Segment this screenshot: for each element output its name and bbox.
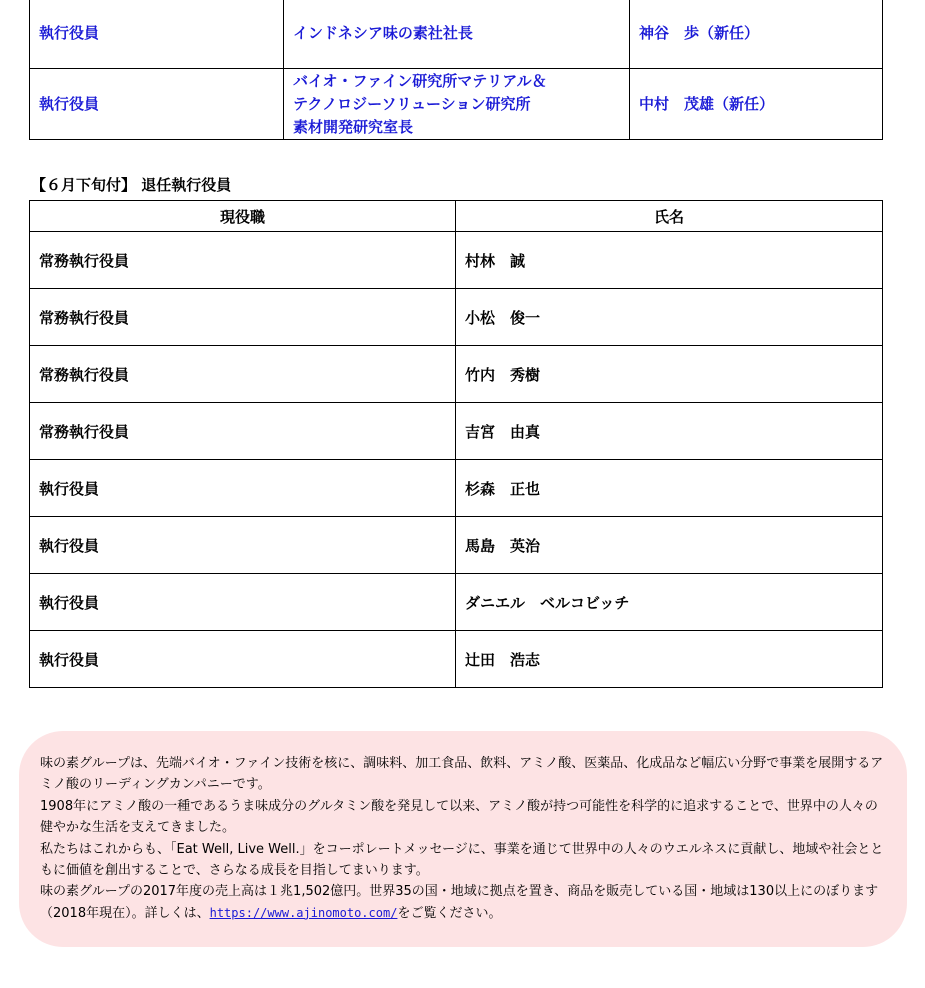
retiring-section-heading: 【６月下旬付】 退任執行役員 [31, 176, 232, 194]
retiring-position: 常務執行役員 [30, 232, 456, 289]
retiring-position: 執行役員 [30, 517, 456, 574]
retiring-name: 吉宮 由真 [456, 403, 883, 460]
retiring-position: 常務執行役員 [30, 346, 456, 403]
retiring-position: 常務執行役員 [30, 403, 456, 460]
appointment-name: 神谷 歩（新任） [630, 0, 883, 69]
retiring-position: 執行役員 [30, 574, 456, 631]
about-text: をご覧ください。 [397, 905, 502, 921]
appointment-name: 中村 茂雄（新任） [630, 69, 883, 140]
table-row [30, 403, 883, 460]
about-paragraph: 味の素グループは、先端バイオ・ファイン技術を核に、調味料、加工食品、飲料、アミノ酸、医薬品、化成品など幅広い分野で事業を展開するアミノ酸のリーディングカンパニーです。 [40, 756, 884, 793]
retiring-name: 竹内 秀樹 [456, 346, 883, 403]
table-row [30, 0, 883, 69]
table-header-row [30, 201, 883, 232]
appointment-position: インドネシア味の素社社長 [284, 0, 630, 69]
table-row [30, 346, 883, 403]
retiring-name: ダニエル ベルコビッチ [456, 574, 883, 631]
appointment-position: バイオ・ファイン研究所マテリアル＆ テクノロジーソリューション研究所 素材開発研究室長 [284, 69, 630, 140]
about-text: 味の素グループの2017年度の売上高は１兆1,502億円。世界35の国・地域に拠点を置き、商品を販売している国・地域は130以上にのぼります（2018年現在）。詳しくは、 [40, 884, 879, 921]
retiring-name: 小松 俊一 [456, 289, 883, 346]
about-paragraph: 1908年にアミノ酸の一種であるうま味成分のグルタミン酸を発見して以来、アミノ酸が持つ可能性を科学的に追求することで、世界中の人々の健やかな生活を支えてきました。 [40, 798, 878, 836]
retiring-position: 執行役員 [30, 631, 456, 688]
retiring-name: 辻田 浩志 [456, 631, 883, 688]
table-row [30, 517, 883, 574]
about-paragraph: 私たちはこれからも、「Eat Well, Live Well.」をコーポレートメッセージに、事業を通じて世界中の人々のウエルネスに貢献し、地域や社会とともに価値を創出することで、さらなる成長を目指してまいります。 [40, 841, 884, 879]
retiring-position: 執行役員 [30, 460, 456, 517]
retiring-name: 杉森 正也 [456, 460, 883, 517]
new-appointments-table [29, 0, 883, 140]
table-row [30, 631, 883, 688]
table-row [30, 460, 883, 517]
table-row [30, 289, 883, 346]
retiring-position: 常務執行役員 [30, 289, 456, 346]
appointment-title: 執行役員 [30, 0, 284, 69]
retiring-name: 馬島 英治 [456, 517, 883, 574]
table-row [30, 574, 883, 631]
company-website-link[interactable]: https://www.ajinomoto.com/ [209, 905, 398, 920]
about-paragraph [40, 881, 887, 924]
retiring-name: 村林 誠 [456, 232, 883, 289]
column-header-current-position: 現役職 [30, 201, 456, 232]
column-header-name: 氏名 [456, 201, 883, 232]
company-about-box [19, 731, 907, 947]
table-row [30, 69, 883, 140]
table-row [30, 232, 883, 289]
retiring-officers-table [29, 200, 883, 688]
appointment-title: 執行役員 [30, 69, 284, 140]
